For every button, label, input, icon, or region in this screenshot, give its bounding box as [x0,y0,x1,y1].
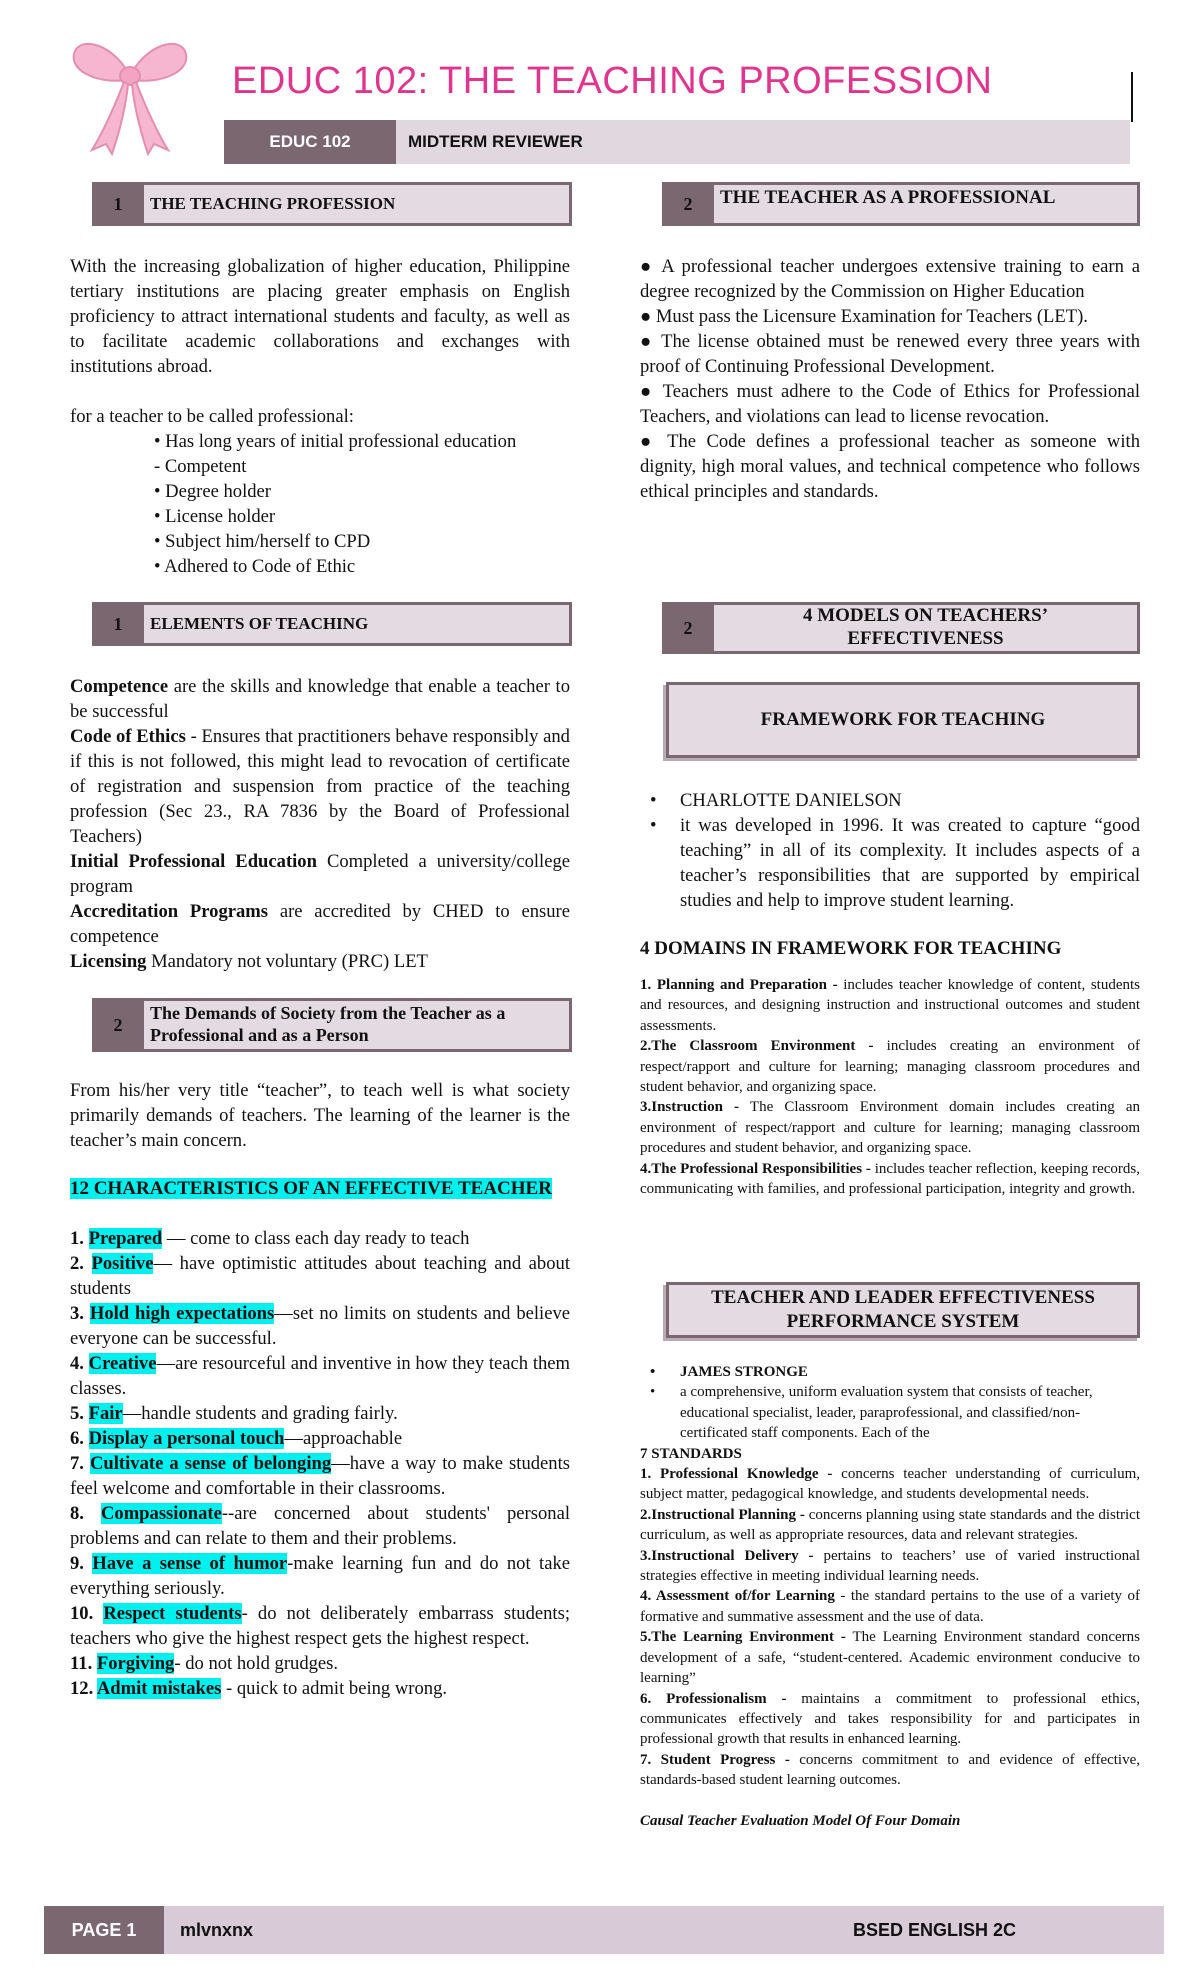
item-number: 12. [70,1678,97,1699]
domain-term: 3.Instruction - [640,1099,740,1116]
element-term: Accreditation Programs [70,901,269,922]
characteristics-heading [70,1176,570,1201]
framework-text [640,788,1140,1199]
element-item [70,674,570,724]
domain-term: 4.The Professional Responsibilities - [640,1160,871,1177]
section-number: 2 [662,182,714,226]
list-item [70,1601,570,1651]
item-term: Creative [88,1353,157,1374]
item-desc: —set no limits on students and believe everyone can be successful. [70,1303,571,1349]
standard-desc: - the standard pertains to the use of a variety of formative and summative assessment and the use of data. [640,1588,1140,1625]
list-item [70,1226,570,1251]
tlepes-header: TEACHER AND LEADER EFFECTIVENESS PERFORMANCE SYSTEM [666,1282,1140,1338]
standard-item [640,1464,1140,1505]
list-item: • it was developed in 1996. It was created to capture “good teaching” in all of its complexity. It includes aspects of a teacher’s responsibilities that are supported by empirical studies and help to improve student learning. [640,813,1140,913]
domain-term: 1. Planning and Preparation - [640,977,838,993]
characteristics-list [70,1226,570,1701]
section-header-demands-of-society [92,998,572,1052]
pink-bow-icon [70,32,190,156]
standard-term: 7. Student Progress - [640,1751,790,1768]
section-title: ELEMENTS OF TEACHING [144,602,572,646]
item-term: Display a personal touch [88,1428,285,1449]
item-desc: — have optimistic attitudes about teaching and about students [70,1253,570,1299]
domain-item [640,1159,1140,1200]
item-desc: - do not deliberately embarrass students; teachers who give the highest respect gets the highest respect. [70,1603,570,1649]
item-number: 3. [70,1303,90,1324]
section-number: 2 [92,998,144,1052]
standard-item [640,1627,1140,1688]
item-desc: - quick to admit being wrong. [221,1678,448,1699]
bullet-paragraph: ● The Code defines a professional teacher as someone with dignity, high moral values, and technical competence who follows ethical principles and standards. [640,431,1140,502]
standard-desc: maintains a commitment to professional ethics, communicates effectively and takes responsibility for and participates in professional growth that results in enhanced learning. [640,1690,1140,1748]
standard-item [640,1546,1140,1587]
item-desc: —approachable [284,1428,403,1449]
list-item [70,1426,570,1451]
list-item [70,1451,570,1501]
characteristics-heading-text: 12 CHARACTERISTICS OF AN EFFECTIVE TEACHER [70,1178,552,1199]
item-term: Positive [91,1253,154,1274]
list-item [70,1551,570,1601]
section-header-teacher-as-professional [662,182,1140,226]
paragraph: With the increasing globalization of higher education, Philippine tertiary institutions are placing greater emphasis on English proficiency to attract international students and faculty, as well as to facilitate academic collaborations and exchanges with institutions abroad. [70,256,570,377]
list-item: • JAMES STRONGE [640,1362,1120,1382]
item-number: 1. [70,1228,89,1249]
domain-desc: includes teacher knowledge of content, students and resources, and designing instruction and instructional outcomes and student assessments. [640,977,1140,1034]
element-item [70,849,570,899]
section-header-4-models [662,602,1140,654]
item-term: Fair [88,1403,123,1424]
section-header-teaching-profession [92,182,572,226]
standard-term: 2.Instructional Planning - [640,1506,805,1523]
standard-item [640,1505,1140,1546]
item-desc: —are resourceful and inventive in how they teach them classes. [70,1353,570,1399]
item-number: 5. [70,1403,89,1424]
list-item: • License holder [154,506,276,527]
teaching-profession-text [70,254,570,579]
figure-caption: Causal Teacher Evaluation Model Of Four Domain [640,1812,961,1829]
standard-term: 4. Assessment of/for Learning [640,1588,835,1605]
element-term: Initial Professional Education [70,851,317,872]
section-title: The Demands of Society from the Teacher as a Professional and as a Person [144,998,572,1052]
element-item [70,724,570,849]
standard-desc: concerns commitment to and evidence of effective, standards-based student learning outcomes. [640,1751,1141,1789]
list-item [70,1301,570,1351]
page-number: PAGE 1 [44,1906,164,1954]
element-desc: Mandatory not voluntary (PRC) LET [146,951,428,972]
list-item: • Has long years of initial professional education [154,431,517,452]
standards-heading: 7 STANDARDS [640,1445,742,1462]
section-number: 1 [92,182,144,226]
standard-item [640,1750,1140,1791]
element-term: Competence [70,676,169,697]
section-title: THE TEACHER AS A PROFESSIONAL [714,182,1140,226]
item-desc: —handle students and grading fairly. [122,1403,398,1424]
standard-desc: concerns planning using state standards and the district curriculum, as well as appropriate resources, data and relevant strategies. [640,1506,1140,1544]
item-number: 8. [70,1503,101,1524]
element-term: Licensing [70,951,147,972]
list-item [70,1251,570,1301]
elements-text [70,674,570,974]
page-title: EDUC 102: THE TEACHING PROFESSION [232,60,993,102]
bullet-paragraph: ● The license obtained must be renewed every three years with proof of Continuing Professional Development. [640,331,1140,377]
list-item [70,1401,570,1426]
bullet-paragraph: ● Must pass the Licensure Examination for Teachers (LET). [640,306,1088,327]
teacher-as-professional-text [640,254,1140,504]
standard-item [640,1689,1140,1750]
element-desc: are accredited by CHED to ensure competence [70,901,571,947]
item-term: Cultivate a sense of belonging [90,1453,332,1474]
item-number: 11. [70,1653,97,1674]
paragraph: for a teacher to be called professional: [70,406,354,427]
item-number: 7. [70,1453,90,1474]
element-term: Code of Ethics [70,726,186,747]
standard-term: 3.Instructional Delivery - [640,1547,814,1564]
list-item: • Adhered to Code of Ethic [154,556,356,577]
list-item: • Degree holder [154,481,271,502]
element-desc: - Ensures that practitioners behave responsibly and if this is not followed, this might lead to revocation of certificate of registration and suspension from practice of the teaching profession (Sec 23., RA 7836 by the Board of Professional Teachers) [70,726,570,847]
list-item: • a comprehensive, uniform evaluation system that consists of teacher, educational specialist, leader, paraprofessional, and classified/non- certificated staff components. Each of the [640,1382,1120,1443]
item-term: Respect students [103,1603,242,1624]
list-item [70,1676,570,1701]
domains-list [640,975,1140,1199]
domain-term: 2.The Classroom Environment - [640,1038,874,1055]
bullet-paragraph: ● Teachers must adhere to the Code of Ethics for Professional Teachers, and violations can lead to license revocation. [640,381,1140,427]
item-number: 2. [70,1253,92,1274]
standard-item [640,1586,1140,1627]
paragraph: From his/her very title “teacher”, to teach well is what society primarily demands of teachers. The learning of the learner is the teacher’s main concern. [70,1080,570,1151]
item-number: 4. [70,1353,89,1374]
title-divider [1131,72,1133,122]
domain-item [640,975,1140,1036]
item-number: 9. [70,1553,93,1574]
element-item [70,949,570,974]
item-term: Hold high expectations [89,1303,275,1324]
list-item [70,1651,570,1676]
domain-desc: includes creating an environment of respect/rapport and culture for learning; managing classroom procedures and student behavior, and organizing space. [640,1038,1140,1096]
page-footer [44,1906,1164,1954]
tlepes-text [640,1362,1140,1831]
standard-desc: concerns teacher understanding of curriculum, subject matter, pedagogical knowledge, and students developmental needs. [640,1466,1141,1503]
item-term: Admit mistakes [96,1678,222,1699]
section-header-elements-of-teaching [92,602,572,646]
standard-term: 5.The Learning Environment - [640,1629,846,1646]
subject-code: EDUC 102 [224,120,396,164]
domain-desc: The Classroom Environment domain includes creating an environment of respect/rapport and culture for learning; managing classroom procedures and student behavior, and organizing space. [640,1099,1140,1157]
list-item: • Subject him/herself to CPD [154,531,371,552]
list-item [70,1351,570,1401]
item-term: Forgiving [96,1653,175,1674]
class-name: BSED ENGLISH 2C [852,1919,1016,1940]
list-item: - Competent [154,456,247,477]
list-item [70,1501,570,1551]
item-term: Have a sense of humor [92,1553,288,1574]
standard-term: 1. Professional Knowledge - [640,1466,833,1483]
author-name: mlvnxnx [180,1919,254,1940]
footer-bar [164,1906,1164,1954]
standard-desc: The Learning Environment standard concerns development of a safe, “student-centered. Academic environment conducive to learning” [640,1629,1140,1687]
domain-item [640,1097,1140,1158]
domain-item [640,1036,1140,1097]
reviewer-label: MIDTERM REVIEWER [396,120,1130,164]
demands-text [70,1078,570,1701]
list-item: • CHARLOTTE DANIELSON [640,788,1140,813]
item-desc: -make learning fun and do not take everything seriously. [70,1553,570,1599]
standard-term: 6. Professionalism - [640,1690,787,1707]
domain-desc: includes teacher reflection, keeping records, communicating with families, and professional participation, integrity and growth. [640,1160,1140,1198]
section-title: THE TEACHING PROFESSION [144,182,572,226]
item-term: Prepared [88,1228,163,1249]
element-desc: Completed a university/college program [70,851,571,897]
item-number: 6. [70,1428,89,1449]
item-desc: —have a way to make students feel welcome and comfortable in their classrooms. [70,1453,570,1499]
item-desc: — come to class each day ready to teach [162,1228,470,1249]
item-desc: --are concerned about students' personal problems and can relate to them and their problems. [70,1503,570,1549]
item-desc: - do not hold grudges. [174,1653,339,1674]
element-item [70,899,570,949]
section-number: 1 [92,602,144,646]
domains-heading: 4 DOMAINS IN FRAMEWORK FOR TEACHING [640,938,1062,959]
element-desc: are the skills and knowledge that enable a teacher to be successful [70,676,570,722]
item-term: Compassionate [100,1503,222,1524]
section-number: 2 [662,602,714,654]
item-number: 10. [70,1603,104,1624]
bullet-paragraph: ● A professional teacher undergoes extensive training to earn a degree recognized by the Commission on Higher Education [640,256,1140,302]
standard-desc: pertains to teachers’ use of varied instructional strategies effective in meeting individual learning needs. [640,1547,1140,1585]
section-title: 4 MODELS ON TEACHERS’ EFFECTIVENESS [714,602,1140,654]
framework-for-teaching-header: FRAMEWORK FOR TEACHING [666,682,1140,758]
